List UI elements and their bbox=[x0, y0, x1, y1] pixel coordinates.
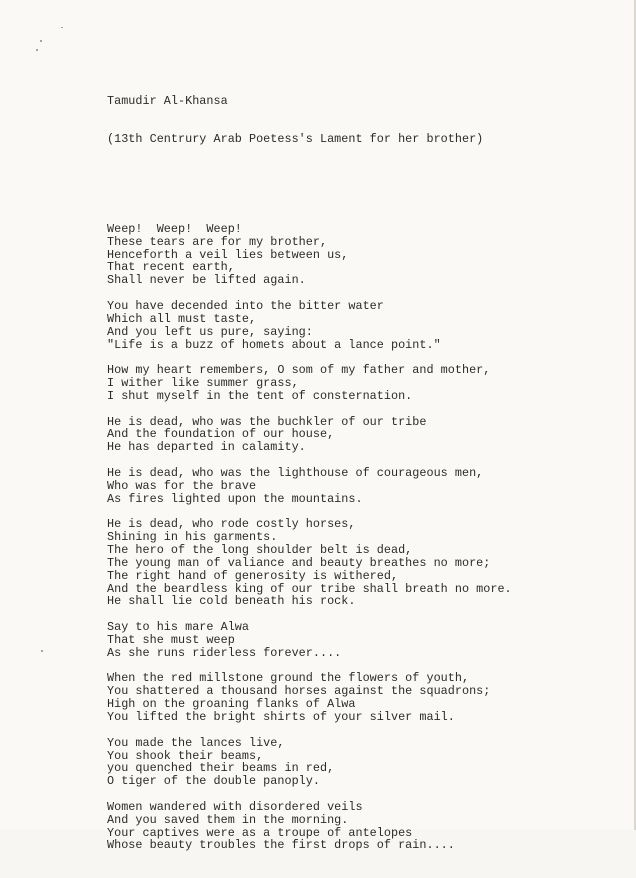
poem-line: You have decended into the bitter water bbox=[107, 299, 384, 313]
stanza bbox=[107, 737, 512, 788]
poem-line: Say to his mare Alwa bbox=[107, 620, 249, 635]
stanza bbox=[107, 621, 512, 660]
stanza bbox=[107, 364, 512, 403]
poem-line: He is dead, who was the lighthouse of courageous men, bbox=[107, 465, 484, 480]
paper-speck bbox=[61, 27, 63, 28]
poem-line: He has departed in calamity. bbox=[107, 440, 306, 455]
stanza bbox=[107, 467, 512, 506]
poem-line: And the beardless king of our tribe shall breath no more. bbox=[107, 581, 512, 596]
poem-line: As she runs riderless forever.... bbox=[107, 645, 342, 660]
poem-line: you quenched their beams in red, bbox=[107, 761, 335, 776]
poem-line: Which all must taste, bbox=[107, 311, 257, 326]
poem-line: You lifted the bright shirts of your silver mail. bbox=[107, 710, 455, 724]
stanza bbox=[107, 223, 512, 287]
paper-speck bbox=[40, 40, 42, 42]
poem-line: You made the lances live, bbox=[107, 735, 285, 750]
poem-line: And the foundation of our house, bbox=[107, 427, 335, 442]
poem-line: That she must weep bbox=[107, 632, 235, 647]
poem-line: Henceforth a veil lies between us, bbox=[107, 247, 349, 262]
stanza bbox=[107, 300, 512, 351]
poem-line: As fires lighted upon the mountains. bbox=[107, 491, 363, 506]
poem-line: The hero of the long shoulder belt is dead, bbox=[107, 543, 413, 558]
poem-author: Tamudir Al-Khansa bbox=[107, 93, 228, 108]
poem-line: Shall never be lifted again. bbox=[107, 273, 306, 288]
poem-text bbox=[107, 69, 512, 878]
poem-line: High on the groaning flanks of Alwa bbox=[107, 697, 356, 712]
stanza-gap bbox=[107, 724, 512, 737]
stanza bbox=[107, 801, 512, 852]
stanza-gap bbox=[107, 403, 512, 416]
poem-line: You shattered a thousand horses against the squadrons; bbox=[107, 684, 491, 699]
poem-line: When the red millstone ground the flowers of youth, bbox=[107, 671, 470, 686]
poem-line: How my heart remembers, O som of my father and mother, bbox=[107, 363, 491, 378]
poem-line: And you saved them in the morning. bbox=[107, 812, 349, 827]
poem-line: Who was for the brave bbox=[107, 478, 257, 493]
stanza bbox=[107, 416, 512, 455]
stanza-gap bbox=[107, 788, 512, 801]
spacer bbox=[107, 172, 512, 198]
poem-stanzas bbox=[107, 223, 512, 852]
poem-line: "Life is a buzz of homets about a lance point." bbox=[107, 337, 441, 352]
poem-line: O tiger of the double panoply. bbox=[107, 774, 320, 789]
poem-line: Your captives were as a troupe of antelopes bbox=[107, 825, 413, 840]
poem-line: I wither like summer grass, bbox=[107, 376, 299, 391]
stanza bbox=[107, 518, 512, 608]
poem-line: Whose beauty troubles the first drops of rain.... bbox=[107, 838, 455, 853]
poem-line: Weep! Weep! Weep! bbox=[107, 221, 242, 236]
poem-line: He is dead, who rode costly horses, bbox=[107, 517, 356, 532]
poem-line: That recent earth, bbox=[107, 260, 235, 275]
paper-speck bbox=[36, 49, 38, 51]
poem-line: You shook their beams, bbox=[107, 748, 264, 763]
poem-line: I shut myself in the tent of consternation. bbox=[107, 388, 413, 403]
poem-line: Women wandered with disordered veils bbox=[107, 799, 363, 814]
poem-line: The right hand of generosity is withered, bbox=[107, 568, 399, 583]
stanza bbox=[107, 672, 512, 723]
poem-line: The young man of valiance and beauty breathes no more; bbox=[107, 555, 491, 570]
poem-line: Shining in his garments. bbox=[107, 530, 278, 545]
poem-line: And you left us pure, saying: bbox=[107, 324, 313, 339]
poem-line: He shall lie cold beneath his rock. bbox=[107, 594, 356, 609]
poem-subtitle: (13th Centrury Arab Poetess's Lament for her brother) bbox=[107, 132, 484, 147]
poem-line: He is dead, who was the buchkler of our tribe bbox=[107, 414, 427, 429]
poem-line: These tears are for my brother, bbox=[107, 234, 328, 249]
paper-speck bbox=[41, 650, 43, 652]
